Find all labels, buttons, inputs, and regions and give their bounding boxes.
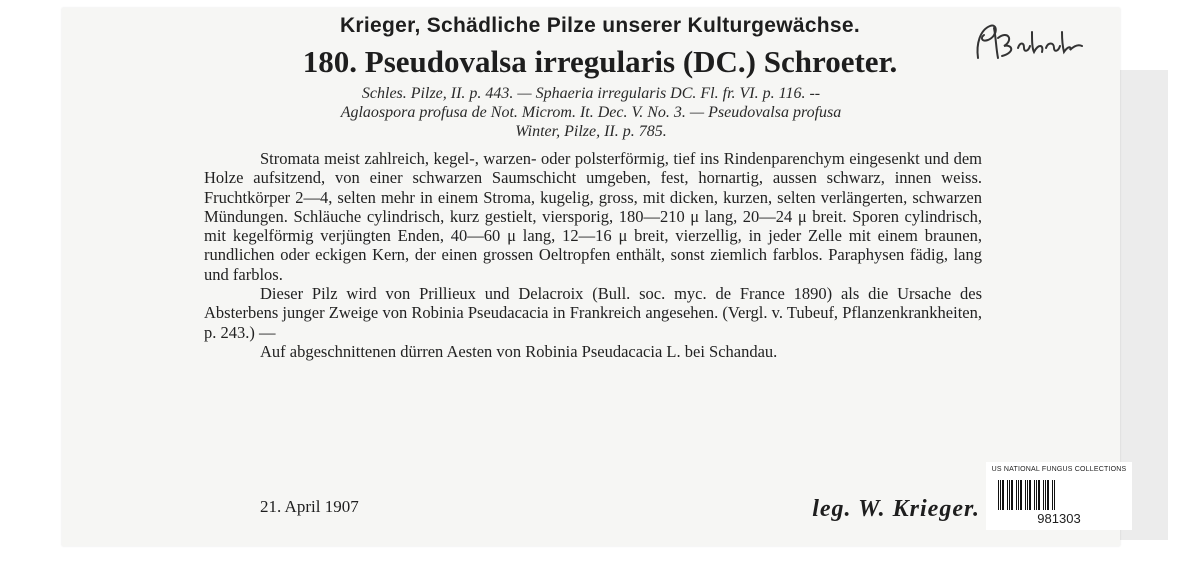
description-paragraph: Auf abgeschnittenen dürren Aesten von Robinia Pseudacacia L. bei Schandau. <box>260 341 778 361</box>
synonym-line: Schles. Pilze, II. p. 443. — Sphaeria irregularis DC. Fl. fr. VI. p. 116. -- <box>361 85 821 102</box>
collector-name: leg. W. Krieger. <box>812 496 980 522</box>
barcode-number: 981303 <box>1037 511 1081 526</box>
description-paragraph: Stromata meist zahlreich, kegel-, warzen- oder polsterförmig, tief ins Rindenparenchym eingesenkt und dem Holze aufsitzend, von einer schwarzen Saumschicht umgeben, fest, hornartig, aussen schwarz, innen weiss. Fruchtkörper 2—4, selten mehr in einem Stroma, kugelig, gross, mit dicken, kurzen, selten verlängerten, schwarzen Mündungen. Schläuche cylindrisch, kurz gestielt, viersporig, 180—210 μ lang, 20—24 μ breit. Sporen cylindrisch, mit kegelförmig verjüngten Enden, 40—60 μ lang, 12—16 μ breit, vierzellig, in jeder Zelle mit einem braunen, rundlichen oder eckigen Kern, der einen grossen Oeltropfen enthält, sonst ziemlich farblos. Paraphysen fädig, lang und farblos. <box>204 149 982 284</box>
barcode-tag <box>986 462 1132 530</box>
series-title: Krieger, Schädliche Pilze unserer Kulturgewächse. <box>339 14 861 37</box>
synonym-line: Aglaospora profusa de Not. Microm. It. Dec. V. No. 3. — Pseudovalsa profusa <box>340 104 842 121</box>
species-title: 180. Pseudovalsa irregularis (DC.) Schroeter. <box>302 44 898 79</box>
synonym-line: Winter, Pilze, II. p. 785. <box>515 123 667 140</box>
description-paragraph: Dieser Pilz wird von Prillieux und Delacroix (Bull. soc. myc. de France 1890) als die Ursache des Absterbens junger Zweige von Robinia Pseudacacia in Frankreich angesehen. (Vergl. v. Tubeuf, Pflanzenkrankheiten, p. 243.) — <box>204 284 982 342</box>
barcode-icon <box>998 480 1120 510</box>
collection-date: 21. April 1907 <box>260 497 359 516</box>
handwritten-signature <box>968 20 1088 64</box>
synonymy <box>206 84 976 141</box>
description <box>204 149 982 361</box>
barcode-header: US NATIONAL FUNGUS COLLECTIONS <box>991 466 1127 473</box>
